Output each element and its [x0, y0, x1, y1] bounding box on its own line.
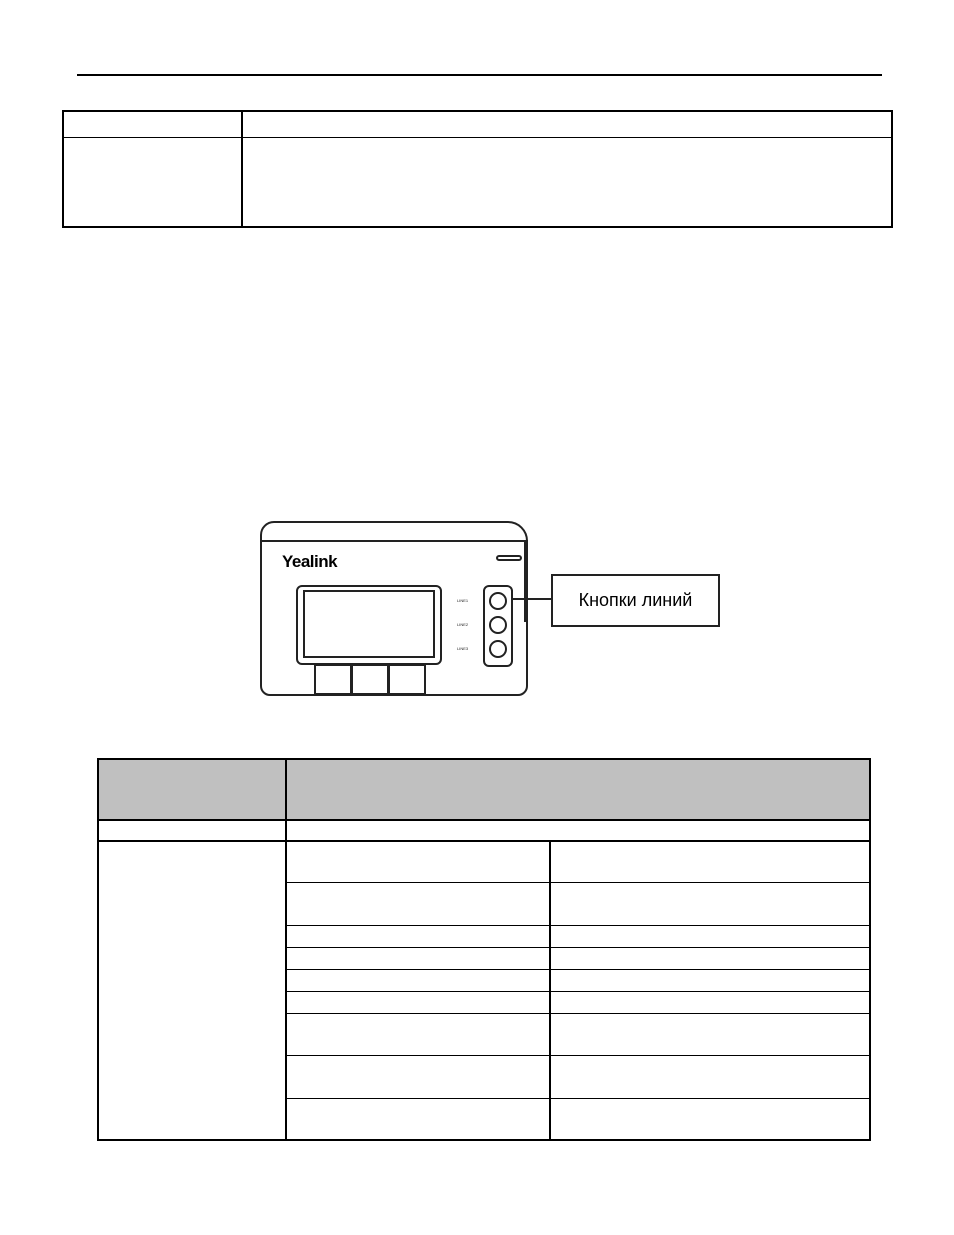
- phone-figure: [250, 512, 730, 712]
- phone-side-edge: [524, 542, 527, 622]
- brand-logo: Yealink: [282, 552, 338, 571]
- header-rule: [77, 74, 882, 76]
- soft-key-1: [314, 664, 352, 695]
- soft-key-3: [388, 664, 426, 695]
- phone-top-edge: [260, 540, 528, 542]
- line-key-icon-2: [489, 616, 507, 634]
- line-key-icon-3: [489, 640, 507, 658]
- table-row: [287, 970, 869, 991]
- lcd-screen: [303, 590, 435, 658]
- table-row: [287, 1099, 869, 1139]
- table-row: [287, 842, 869, 882]
- table-row: [287, 948, 869, 969]
- table-header-row: [98, 759, 870, 820]
- table-row: [287, 883, 869, 925]
- table-row: [287, 926, 869, 947]
- callout-leader-line: [513, 598, 551, 600]
- callout-label: Кнопки линий: [551, 574, 720, 627]
- table-row: [287, 992, 869, 1013]
- table-row: [64, 138, 891, 226]
- line-label-1: LINE1: [457, 598, 469, 603]
- soft-key-2: [351, 664, 389, 695]
- table-row: [99, 821, 869, 840]
- handset-slot: [496, 555, 522, 561]
- line-label-3: LINE3: [457, 646, 469, 651]
- table-row: [287, 1014, 869, 1055]
- table-row: [287, 1056, 869, 1098]
- table-row: [64, 112, 891, 137]
- line-key-icon-1: [489, 592, 507, 610]
- line-label-2: LINE2: [457, 622, 469, 627]
